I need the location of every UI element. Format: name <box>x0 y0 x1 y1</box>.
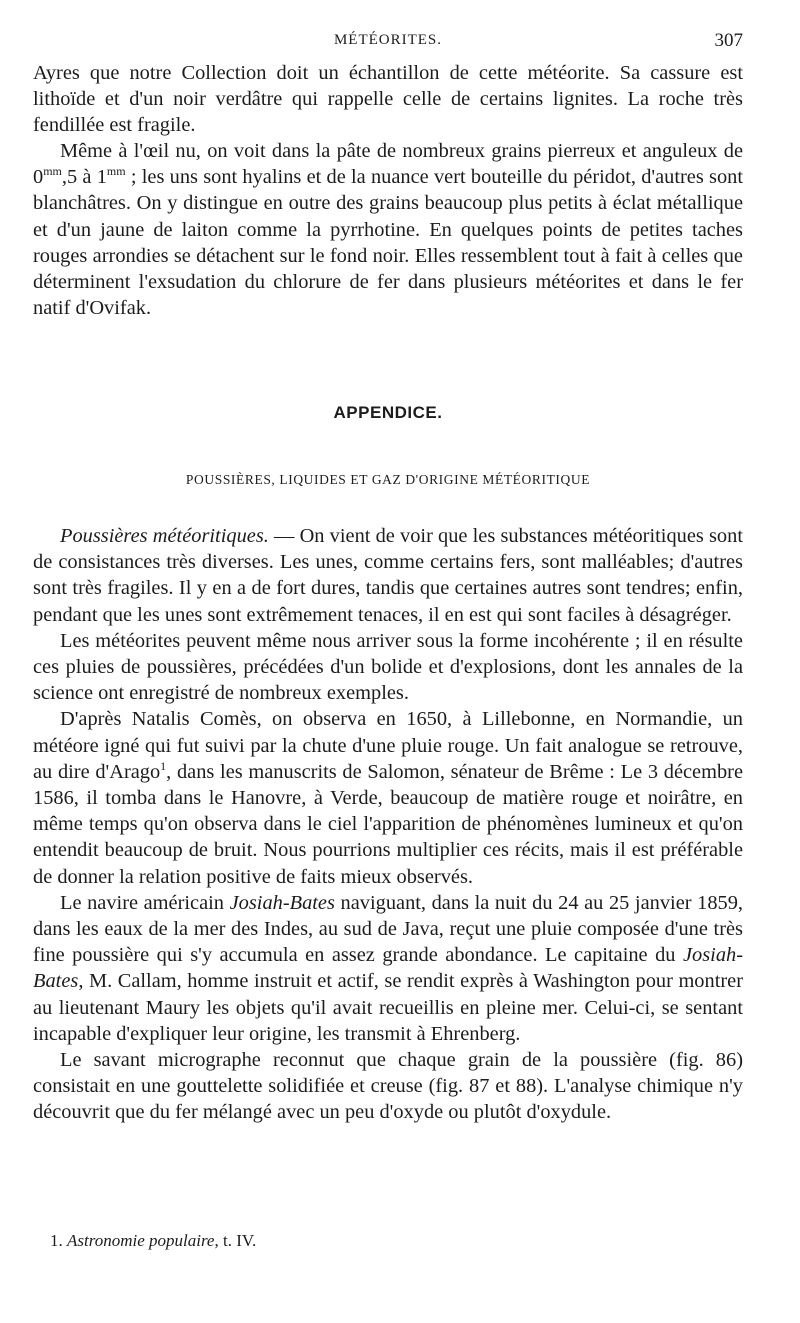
intro-paragraph-2 <box>33 138 743 321</box>
paragraph-lead: Poussières météoritiques. <box>60 525 269 547</box>
appendix-heading: APPENDICE. <box>333 403 443 422</box>
ship-name: Josiah-Bates <box>229 891 335 914</box>
intro-p2-part-a: Même à l'œil nu, on voit dans la pâte de nombreux grains pierreux et anguleux de 0 <box>33 140 743 189</box>
appendix-paragraph-1 <box>33 523 743 628</box>
section-heading: POUSSIÈRES, LIQUIDES ET GAZ D'ORIGINE MÉTÉORITIQUE <box>185 472 591 487</box>
appendix-paragraph-4 <box>33 890 743 1047</box>
appendix-p4-part-a: Le navire américain <box>60 891 230 914</box>
intro-p2-part-c: ; les uns sont hyalins et de la nuance vert bouteille du péridot, d'autres sont blanchâtres. On y distingue en outre des grains beaucoup plus petits à éclat métallique et d'un jaune de laiton comme la pyrrhotine. En quelques points de petites taches rouges arrondies se détachent sur le fond noir. Elles ressemblent tout à fait à celles que déterminent l'exsudation du chlorure de fer dans plusieurs météorites et dans le fer natif d'Ovifak. <box>33 166 743 319</box>
intro-paragraph-1: Ayres que notre Collection doit un échantillon de cette météorite. Sa cassure est lithoïde et d'un noir verdâtre qui rappelle celle de certains lignites. La roche très fendillée est fragile. <box>33 62 743 137</box>
appendix-text <box>33 523 743 1126</box>
unit-mm-2: mm <box>106 164 126 179</box>
appendix-p3-part-b: , dans les manuscrits de Salomon, sénateur de Brême : Le 3 décembre 1586, il tomba dans le Hanovre, à Verde, beaucoup de matière rouge et noirâtre, en même temps qu'on observa dans le ciel l'apparition de phénomènes lumineux et qu'on entendit beaucoup de bruit. Nous pourrions multiplier ces récits, mais il est préférable de donner la relation positive de faits mieux observés. <box>33 760 744 888</box>
appendix-p4-part-b: naviguant, dans la nuit du 24 au 25 janvier 1859, dans les eaux de la mer des Indes, au sud de Java, reçut une pluie composée d'une très fine poussière qui s'y accumula en assez grande abondance. Le capitaine du <box>33 891 744 967</box>
footnote <box>50 1230 256 1252</box>
appendix-paragraph-2: Les météorites peuvent même nous arriver sous la forme incohérente ; il en résulte ces pluies de poussières, précédées d'un bolide et d'explosions, dont les annales de la science ont enregistré de nombreux exemples. <box>33 629 743 705</box>
unit-mm-1: mm <box>43 164 62 179</box>
ship-name: Josiah-Bates <box>33 944 743 993</box>
footnote-reference: 1 <box>160 759 167 774</box>
page-number: 307 <box>714 30 743 51</box>
appendix-p3-part-a: D'après Natalis Comès, on observa en 1650, à Lillebonne, en Normandie, un météore igné qui fut suivi par la chute d'une pluie rouge. Un fait analogue se retrouve, au dire d'Arago <box>33 708 743 783</box>
appendix-paragraph-3 <box>33 706 743 889</box>
footnote-number: 1. <box>50 1231 63 1250</box>
intro-text <box>33 60 743 321</box>
appendix-paragraph-5: Le savant micrographe reconnut que chaque grain de la poussière (fig. 86) consistait en une gouttelette solidifiée et creuse (fig. 87 et 88). L'analyse chimique n'y découvrit que du fer mélangé avec un peu d'oxyde ou plutôt d'oxydule. <box>33 1049 743 1124</box>
appendix-p4-part-c: , M. Callam, homme instruit et actif, se rendit exprès à Washington pour montrer au lieutenant Maury les objets qu'il avait recueillis en pleine mer. Celui-ci, se sentant incapable d'expliquer leur origine, les transmit à Ehrenberg. <box>33 970 743 1045</box>
running-head <box>33 30 743 54</box>
appendix-p1-text: — On vient de voir que les substances météoritiques sont de consistances très diverses. Les unes, comme certains fers, sont malléables; d'autres sont très fragiles. Il y en a de fort dures, tandis que certaines autres sont tendres; enfin, pendant que les unes sont extrêmement tenaces, il en est qui sont faciles à désagréger. <box>33 525 743 626</box>
footnote-title: Astronomie populaire <box>67 1231 215 1250</box>
footnote-rest: , t. IV. <box>214 1231 257 1250</box>
intro-p2-part-b: ,5 à 1 <box>61 166 107 189</box>
running-title: MÉTÉORITES. <box>333 32 443 48</box>
